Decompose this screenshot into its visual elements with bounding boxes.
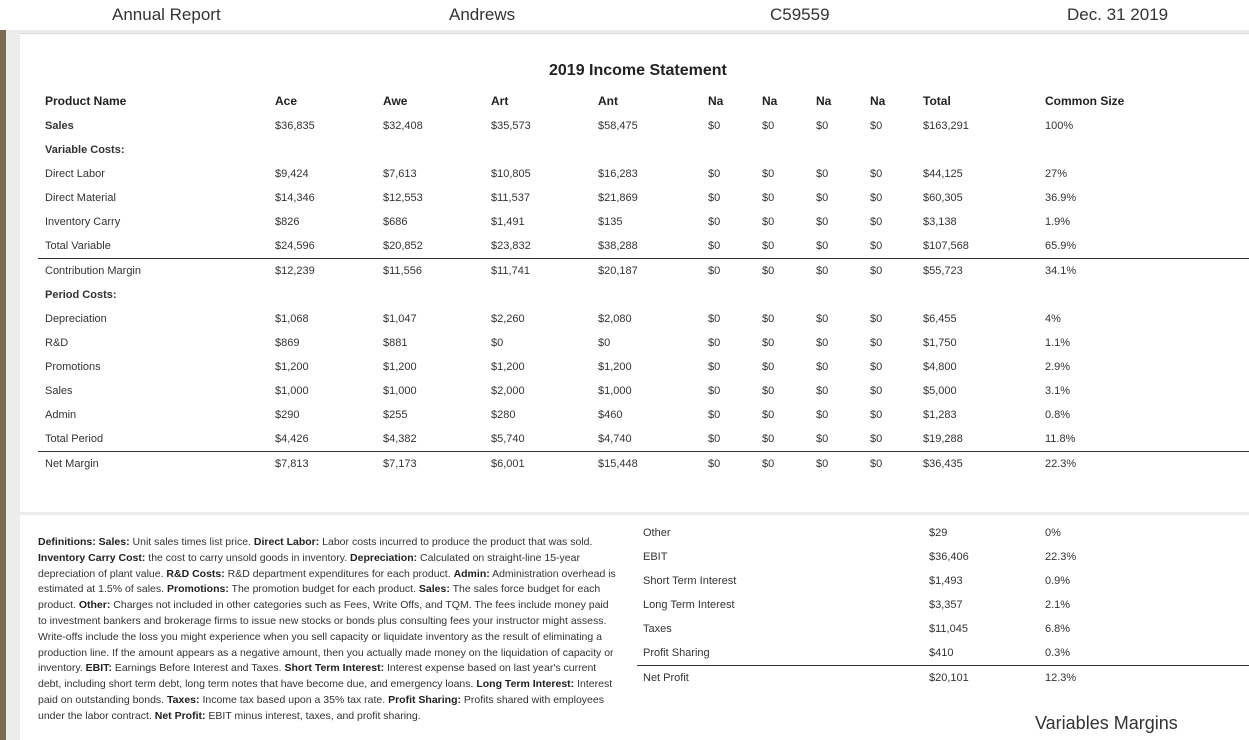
- table-cell: $0: [708, 337, 721, 349]
- total-cell: $6,455: [923, 313, 957, 325]
- table-cell: $460: [598, 409, 623, 421]
- definition-term: Promotions:: [166, 583, 229, 596]
- definition-term: EBIT:: [85, 662, 112, 675]
- table-cell: $280: [491, 409, 516, 421]
- total-cell: $1,283: [923, 409, 957, 421]
- table-cell: $5,740: [491, 433, 525, 445]
- table-cell: $0: [816, 409, 829, 421]
- total-cell: $4,800: [923, 361, 957, 373]
- total-cell: $36,435: [923, 458, 963, 470]
- table-cell: $0: [598, 337, 611, 349]
- table-cell: $20,187: [598, 265, 638, 277]
- table-cell: $2,260: [491, 313, 525, 325]
- common-size-cell: 27%: [1045, 168, 1068, 180]
- table-cell: $4,382: [383, 433, 417, 445]
- col-header-product: Ace: [275, 94, 298, 108]
- table-cell: $869: [275, 337, 300, 349]
- col-header-common-size: Common Size: [1045, 94, 1125, 108]
- definition-text: Profits shared with employees under the labor contract.: [38, 693, 604, 722]
- definition-text: Unit sales times list price.: [129, 536, 254, 548]
- definition-text: the cost to carry unsold goods in inventory.: [145, 551, 351, 564]
- variable-margins-title: Variables Margins: [1035, 713, 1178, 733]
- table-cell: $4,740: [598, 433, 632, 445]
- summary-total: $29: [929, 527, 948, 539]
- table-cell: $0: [816, 458, 829, 470]
- table-cell: $0: [870, 458, 883, 470]
- table-cell: $881: [383, 337, 408, 349]
- row-label: Promotions: [45, 361, 101, 373]
- table-cell: $0: [816, 385, 829, 397]
- table-cell: $16,283: [598, 168, 638, 180]
- table-cell: $36,835: [275, 120, 315, 132]
- total-cell: $163,291: [923, 120, 969, 132]
- col-header-product: Art: [491, 94, 509, 108]
- summary-common-size: 12.3%: [1045, 672, 1077, 684]
- definition-text: Charges not included in other categories such as Fees, Write Offs, and TQM. The fees include money paid to investment bankers and brokerage firms to issue new stocks or bonds plus consulting fees your instructor might assess. Write-offs include the loss you might experience when you sell capacity or liquidate inventory as the result of eliminating a production line. If the amount appears as a negative amount, then you actually made money on the liquidation of capacity or inventory.: [38, 599, 614, 675]
- common-size-cell: 22.3%: [1045, 458, 1077, 470]
- table-cell: $7,613: [383, 168, 417, 180]
- common-size-cell: 65.9%: [1045, 240, 1077, 252]
- definition-text: Labor costs incurred to produce the product that was sold.: [319, 536, 593, 548]
- table-cell: $0: [762, 433, 775, 445]
- table-cell: $1,000: [598, 385, 632, 397]
- table-cell: $0: [708, 361, 721, 373]
- common-size-cell: 3.1%: [1045, 385, 1071, 397]
- col-header-product: Na: [708, 94, 724, 108]
- definition-text: Income tax based upon a 35% tax rate.: [199, 693, 389, 706]
- table-cell: $0: [870, 337, 883, 349]
- table-cell: $0: [762, 216, 775, 228]
- col-header-product: Ant: [598, 94, 618, 108]
- table-cell: $21,869: [598, 192, 638, 204]
- definition-text: The promotion budget for each product.: [228, 583, 419, 596]
- summary-common-size: 22.3%: [1045, 551, 1077, 563]
- table-cell: $0: [816, 337, 829, 349]
- table-cell: $58,475: [598, 120, 638, 132]
- table-cell: $32,408: [383, 120, 423, 132]
- total-cell: $19,288: [923, 433, 963, 445]
- table-cell: $0: [816, 240, 829, 252]
- table-cell: $1,047: [383, 313, 417, 325]
- row-label: Contribution Margin: [45, 265, 141, 277]
- table-cell: $0: [708, 120, 721, 132]
- common-size-cell: 100%: [1045, 120, 1074, 132]
- table-cell: $0: [762, 361, 775, 373]
- definition-text: Earnings Before Interest and Taxes.: [111, 662, 285, 675]
- table-cell: $0: [762, 168, 775, 180]
- table-cell: $1,200: [598, 361, 632, 373]
- table-cell: $0: [708, 433, 721, 445]
- definition-term: Net Profit:: [154, 709, 206, 722]
- table-cell: $0: [870, 385, 883, 397]
- row-divider: [38, 451, 1249, 452]
- table-cell: $0: [870, 313, 883, 325]
- table-cell: $0: [708, 168, 721, 180]
- report-title: Annual Report: [112, 5, 221, 24]
- summary-label: Profit Sharing: [643, 647, 710, 659]
- total-cell: $44,125: [923, 168, 963, 180]
- table-cell: $0: [816, 192, 829, 204]
- summary-label: Taxes: [643, 623, 672, 635]
- summary-total: $36,406: [929, 551, 969, 563]
- table-cell: $0: [816, 433, 829, 445]
- table-cell: $1,000: [275, 385, 309, 397]
- table-cell: $0: [816, 120, 829, 132]
- table-cell: $11,741: [491, 265, 530, 277]
- definition-term: R&D Costs:: [166, 567, 225, 580]
- row-label: Net Margin: [45, 458, 99, 470]
- summary-label: Other: [643, 527, 671, 539]
- row-label: Total Period: [45, 433, 104, 445]
- table-cell: $7,173: [383, 458, 417, 470]
- table-cell: $686: [383, 216, 408, 228]
- definition-term: Definitions: Sales:: [38, 536, 130, 548]
- table-cell: $1,068: [275, 313, 309, 325]
- summary-label: Short Term Interest: [643, 575, 737, 587]
- row-label: Direct Material: [45, 192, 116, 204]
- col-header-total: Total: [923, 94, 951, 108]
- table-cell: $0: [816, 361, 829, 373]
- table-cell: $0: [762, 409, 775, 421]
- common-size-cell: 34.1%: [1045, 265, 1077, 277]
- summary-divider: [637, 665, 1249, 666]
- table-cell: $23,832: [491, 240, 531, 252]
- table-cell: $12,553: [383, 192, 423, 204]
- table-cell: $11,556: [383, 265, 422, 277]
- table-cell: $0: [762, 337, 775, 349]
- total-cell: $107,568: [923, 240, 969, 252]
- table-cell: $11,537: [491, 192, 530, 204]
- table-cell: $0: [708, 313, 721, 325]
- definition-text: R&D department expenditures for each product.: [224, 567, 454, 580]
- table-cell: $1,491: [491, 216, 525, 228]
- table-cell: $0: [762, 458, 775, 470]
- total-cell: $60,305: [923, 192, 963, 204]
- row-label: Inventory Carry: [45, 216, 121, 228]
- summary-total: $1,493: [929, 575, 963, 587]
- table-cell: $0: [870, 216, 883, 228]
- definition-term: Sales:: [418, 583, 450, 596]
- table-cell: $0: [708, 409, 721, 421]
- table-cell: $9,424: [275, 168, 309, 180]
- total-cell: $55,723: [923, 265, 963, 277]
- table-cell: $0: [870, 433, 883, 445]
- definition-term: Inventory Carry Cost:: [38, 551, 146, 564]
- table-cell: $0: [762, 385, 775, 397]
- table-cell: $0: [708, 216, 721, 228]
- table-cell: $290: [275, 409, 300, 421]
- table-cell: $0: [708, 192, 721, 204]
- definition-text: Administration overhead is estimated at 1.5% of sales.: [38, 567, 616, 596]
- table-cell: $2,080: [598, 313, 632, 325]
- summary-common-size: 0.3%: [1045, 647, 1071, 659]
- company-name: Andrews: [449, 5, 516, 24]
- summary-label: EBIT: [643, 551, 668, 563]
- window-edge: [0, 30, 6, 740]
- definition-term: Other:: [78, 599, 111, 612]
- definition-text: EBIT minus interest, taxes, and profit sharing.: [205, 709, 421, 722]
- table-cell: $0: [816, 216, 829, 228]
- table-cell: $0: [870, 192, 883, 204]
- company-id: C59559: [770, 5, 830, 24]
- row-label: Total Variable: [45, 240, 111, 252]
- col-header-product: Na: [816, 94, 832, 108]
- table-cell: $7,813: [275, 458, 309, 470]
- table-cell: $0: [762, 120, 775, 132]
- definition-term: Admin:: [453, 567, 490, 580]
- definition-text: Calculated on straight-line 15-year depreciation of plant value.: [38, 551, 580, 580]
- summary-total: $3,357: [929, 599, 963, 611]
- table-cell: $0: [870, 265, 883, 277]
- total-cell: $3,138: [923, 216, 957, 228]
- table-cell: $35,573: [491, 120, 531, 132]
- definition-text: The sales force budget for each product.: [38, 583, 601, 612]
- total-cell: $5,000: [923, 385, 957, 397]
- summary-common-size: 0%: [1045, 527, 1061, 539]
- table-cell: $826: [275, 216, 300, 228]
- table-cell: $0: [762, 313, 775, 325]
- report-date: Dec. 31 2019: [1067, 5, 1169, 24]
- report-header: [0, 0, 1249, 30]
- table-cell: $1,200: [275, 361, 309, 373]
- table-cell: $0: [870, 361, 883, 373]
- table-cell: $0: [708, 385, 721, 397]
- row-label: Variable Costs:: [45, 144, 125, 156]
- definition-term: Profit Sharing:: [388, 693, 461, 706]
- table-cell: $0: [708, 265, 721, 277]
- table-cell: $24,596: [275, 240, 315, 252]
- table-cell: $4,426: [275, 433, 309, 445]
- col-header-product: Na: [870, 94, 886, 108]
- table-cell: $0: [816, 313, 829, 325]
- income-statement-title: 2019 Income Statement: [549, 62, 727, 79]
- row-label: Sales: [45, 120, 74, 132]
- common-size-cell: 1.1%: [1045, 337, 1071, 349]
- table-cell: $20,852: [383, 240, 423, 252]
- summary-total: $20,101: [929, 672, 969, 684]
- table-cell: $2,000: [491, 385, 525, 397]
- table-cell: $255: [383, 409, 408, 421]
- col-header-product: Na: [762, 94, 778, 108]
- summary-total: $11,045: [929, 623, 968, 635]
- definition-term: Direct Labor:: [253, 536, 320, 548]
- table-cell: $0: [491, 337, 504, 349]
- definition-text: Interest paid on outstanding bonds.: [38, 678, 613, 706]
- summary-total: $410: [929, 647, 954, 659]
- definition-text: Interest expense based on last year's current debt, including short term debt, long term notes that have become due, and emergency loans.: [38, 662, 597, 691]
- row-label: Period Costs:: [45, 289, 117, 301]
- summary-label: Long Term Interest: [643, 599, 735, 611]
- summary-common-size: 6.8%: [1045, 623, 1071, 635]
- common-size-cell: 0.8%: [1045, 409, 1071, 421]
- summary-common-size: 0.9%: [1045, 575, 1071, 587]
- row-label: Sales: [45, 385, 73, 397]
- table-cell: $38,288: [598, 240, 638, 252]
- common-size-cell: 1.9%: [1045, 216, 1071, 228]
- table-cell: $0: [708, 240, 721, 252]
- total-cell: $1,750: [923, 337, 957, 349]
- table-cell: $0: [762, 192, 775, 204]
- definition-term: Taxes:: [167, 693, 200, 706]
- table-cell: $14,346: [275, 192, 315, 204]
- table-cell: $15,448: [598, 458, 638, 470]
- table-cell: $0: [762, 265, 775, 277]
- table-cell: $1,200: [383, 361, 417, 373]
- table-cell: $0: [816, 168, 829, 180]
- definition-term: Long Term Interest:: [476, 678, 575, 691]
- row-divider: [38, 258, 1249, 259]
- summary-label: Net Profit: [643, 672, 689, 684]
- table-cell: $12,239: [275, 265, 315, 277]
- table-cell: $10,805: [491, 168, 531, 180]
- table-cell: $0: [816, 265, 829, 277]
- table-cell: $0: [762, 240, 775, 252]
- common-size-cell: 11.8%: [1045, 433, 1076, 445]
- col-header-product: Awe: [383, 94, 408, 108]
- table-cell: $1,200: [491, 361, 525, 373]
- row-label: Admin: [45, 409, 77, 421]
- col-header-product-name: Product Name: [45, 94, 127, 108]
- table-cell: $0: [870, 168, 883, 180]
- table-cell: $135: [598, 216, 623, 228]
- table-cell: $1,000: [383, 385, 417, 397]
- definition-term: Depreciation:: [350, 551, 418, 564]
- table-cell: $0: [870, 120, 883, 132]
- common-size-cell: 4%: [1045, 313, 1061, 325]
- row-label: Direct Labor: [45, 168, 105, 180]
- summary-common-size: 2.1%: [1045, 599, 1071, 611]
- common-size-cell: 2.9%: [1045, 361, 1071, 373]
- table-cell: $0: [870, 409, 883, 421]
- definitions-text: [38, 535, 620, 725]
- row-label: Depreciation: [45, 313, 107, 325]
- table-cell: $0: [870, 240, 883, 252]
- common-size-cell: 36.9%: [1045, 192, 1077, 204]
- table-cell: $0: [708, 458, 721, 470]
- row-label: R&D: [45, 337, 69, 349]
- table-cell: $6,001: [491, 458, 525, 470]
- definition-term: Short Term Interest:: [284, 662, 385, 675]
